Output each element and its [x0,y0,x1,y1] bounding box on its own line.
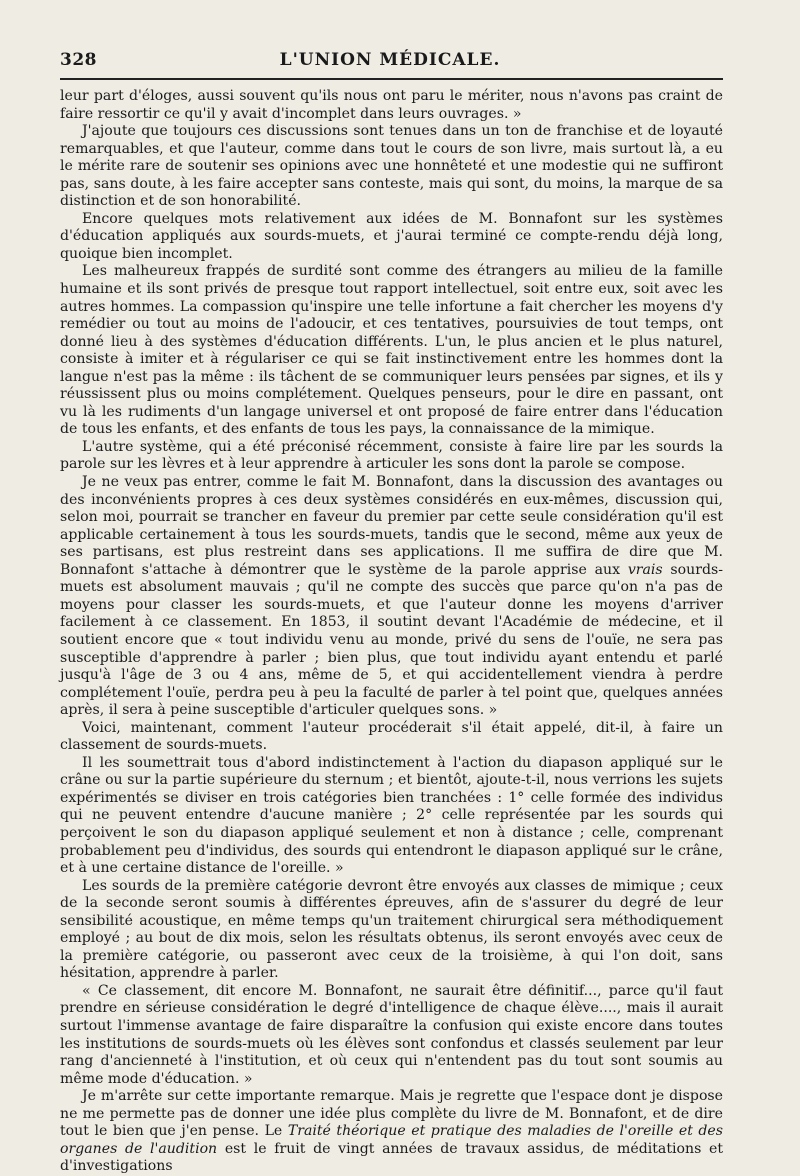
running-head: L'UNION MÉDICALE. [279,50,501,70]
page-header [60,46,720,76]
article-body [60,88,723,1176]
paragraph: leur part d'éloges, aussi souvent qu'ils nous ont paru le mériter, nous n'avons pas craint de faire ressortir ce qu'il y avait d'incomplet dans leurs ouvrages. » [60,88,723,122]
paragraph: Je ne veux pas entrer, comme le fait M. Bonnafont, dans la discussion des avantages ou des inconvénients propres à ces deux systèmes considérés en eux-mêmes, discussion qui, selon moi, pourrait se trancher en faveur du premier par cette seule considération qu'il est applicable certainement à tous les sourds-muets, tandis que le second, même aux yeux de ses partisans, est plus restreint dans ses applications. Il me suffira de dire que M. Bonnafont s'attache à démontrer que le système de la parole apprise aux vrais sourds-muets est absolument mauvais ; qu'il ne compte des succès que parce qu'on n'a pas de moyens pour classer les sourds-muets, et que l'auteur donne les moyens d'arriver facilement à ce classement. En 1853, il soutint devant l'Académie de médecine, et il soutient encore que « tout individu venu au monde, privé du sens de l'ouïe, ne sera pas susceptible d'apprendre à parler ; bien plus, que tout individu ayant entendu et parlé jusqu'à l'âge de 3 ou 4 ans, même de 5, et qui accidentellement viendra à perdre complétement l'ouïe, perdra peu à peu la faculté de parler à tel point que, quelques années après, il sera à peine susceptible d'articuler quelques sons. » [60,474,723,719]
page-number: 328 [60,50,97,70]
paragraph: Les malheureux frappés de surdité sont comme des étrangers au milieu de la famille humaine et ils sont privés de presque tout rapport intellectuel, soit entre eux, soit avec les autres hommes. La compassion qu'inspire une telle infortune a fait chercher les moyens d'y remédier ou tout au moins de l'adoucir, et ces tentatives, poursuivies de tout temps, ont donné lieu à des systèmes d'éducation différents. L'un, le plus ancien et le plus naturel, consiste à imiter et à régulariser ce qui se fait instinctivement entre les hommes dont la langue n'est pas la même : ils tâchent de se communiquer leurs pensées par signes, et ils y réussissent plus ou moins complétement. Quelques penseurs, pour le dire en passant, ont vu là les rudiments d'un langage universel et ont proposé de faire entrer dans l'éducation de tous les enfants, et des enfants de tous les pays, la connaissance de la mimique. [60,263,723,438]
paragraph: Voici, maintenant, comment l'auteur procéderait s'il était appelé, dit-il, à faire un classement de sourds-muets. [60,719,723,754]
paragraph: L'autre système, qui a été préconisé récemment, consiste à faire lire par les sourds la parole sur les lèvres et à leur apprendre à articuler les sons dont la parole se compose. [60,438,723,473]
paragraph: Les sourds de la première catégorie devront être envoyés aux classes de mimique ; ceux de la seconde seront soumis à différentes épreuves, afin de s'assurer du degré de leur sensibilité acoustique, en même temps qu'un traitement chirurgical sera méthodiquement employé ; au bout de dix mois, selon les résultats obtenus, ils seront envoyés avec ceux de la première catégorie, ou passeront avec ceux de la troisième, à qui l'on doit, sans hésitation, apprendre à parler. [60,877,723,982]
paragraph: Je m'arrête sur cette importante remarque. Mais je regrette que l'espace dont je dispose ne me permette pas de donner une idée plus complète du livre de M. Bonnafont, et de dire tout le bien que j'en pense. Le Traité théorique et pratique des maladies de l'oreille et des organes de l'audition est le fruit de vingt années de travaux assidus, de méditations et d'investigations [60,1088,723,1175]
paragraph: Encore quelques mots relativement aux idées de M. Bonnafont sur les systèmes d'éducation appliqués aux sourds-muets, et j'aurai terminé ce compte-rendu déjà long, quoique bien incomplet. [60,210,723,262]
paragraph: J'ajoute que toujours ces discussions sont tenues dans un ton de franchise et de loyauté remarquables, et que l'auteur, comme dans tout le cours de son livre, mais surtout là, a eu le mérite rare de soutenir ses opinions avec une honnêteté et une modestie qui ne suffiront pas, sans doute, à les faire accepter sans conteste, mais qui sont, du moins, la marque de sa distinction et de son honorabilité. [60,123,723,210]
header-rule [60,78,723,80]
paragraph: Il les soumettrait tous d'abord indistinctement à l'action du diapason appliqué sur le crâne ou sur la partie supérieure du sternum ; et bientôt, ajoute-t-il, nous verrions les sujets expérimentés se diviser en trois catégories bien tranchées : 1° celle formée des individus qui ne peuvent entendre d'aucune manière ; 2° celle représentée par les sourds qui perçoivent le son du diapason appliqué seulement et non à distance ; celle, comprenant probablement peu d'individus, des sourds qui entendront le diapason appliqué sur le crâne, et à une certaine distance de l'oreille. » [60,754,723,877]
paragraph: « Ce classement, dit encore M. Bonnafont, ne saurait être définitif..., parce qu'il faut prendre en sérieuse considération le degré d'intelligence de chaque élève...., mais il aurait surtout l'immense avantage de faire disparaître la confusion qui existe encore dans toutes les institutions de sourds-muets où les élèves sont confondus et classés seulement par leur rang d'ancienneté à l'institution, et où ceux qui n'entendent pas du tout sont soumis au même mode d'éducation. » [60,982,723,1087]
